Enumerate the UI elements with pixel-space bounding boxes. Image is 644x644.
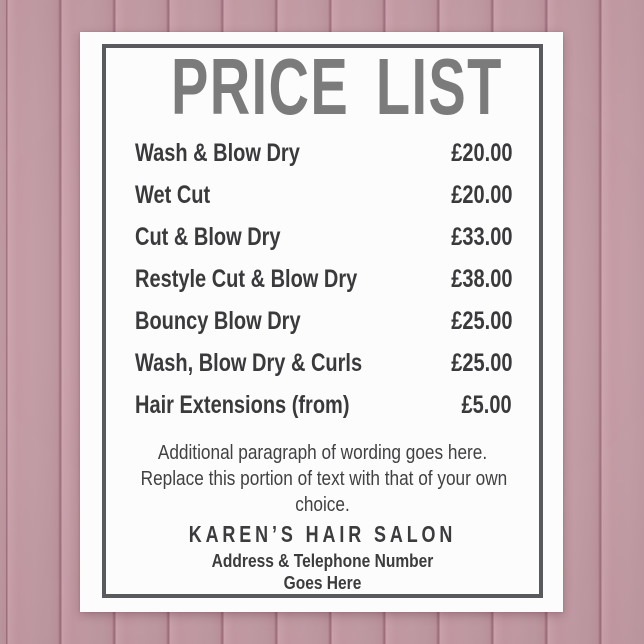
- salon-name: KAREN’S HAIR SALON: [188, 521, 457, 547]
- price-list-poster: [80, 32, 563, 612]
- service-price: £33.00: [450, 222, 512, 251]
- address-line-2: Goes Here: [283, 572, 362, 593]
- service-label: Wash, Blow Dry & Curls: [135, 348, 363, 377]
- service-price: £38.00: [450, 264, 512, 293]
- service-label: Wet Cut: [135, 180, 211, 209]
- service-label: Bouncy Blow Dry: [135, 306, 301, 335]
- price-items: [106, 132, 539, 426]
- poster-border-frame: [102, 44, 543, 598]
- price-row: [135, 174, 512, 216]
- additional-paragraph-line: Additional paragraph of wording goes here.: [157, 441, 488, 464]
- service-price: £25.00: [450, 348, 512, 377]
- price-row: [135, 132, 512, 174]
- service-label: Hair Extensions (from): [135, 390, 350, 419]
- additional-paragraph-line: Replace this portion of text with that of your own: [140, 467, 508, 490]
- service-price: £20.00: [450, 138, 512, 167]
- price-row: [135, 258, 512, 300]
- service-label: Wash & Blow Dry: [135, 138, 300, 167]
- service-price: £25.00: [450, 306, 512, 335]
- price-row: [135, 300, 512, 342]
- additional-paragraph: [106, 440, 539, 518]
- price-row: [135, 384, 512, 426]
- price-row: [135, 342, 512, 384]
- service-label: Cut & Blow Dry: [135, 222, 281, 251]
- additional-paragraph-line: choice.: [295, 493, 350, 516]
- price-row: [135, 216, 512, 258]
- service-price: £5.00: [461, 390, 512, 419]
- service-label: Restyle Cut & Blow Dry: [135, 264, 358, 293]
- address-line-1: Address & Telephone Number: [211, 550, 434, 571]
- poster-title: PRICE LIST: [170, 44, 503, 131]
- service-price: £20.00: [450, 180, 512, 209]
